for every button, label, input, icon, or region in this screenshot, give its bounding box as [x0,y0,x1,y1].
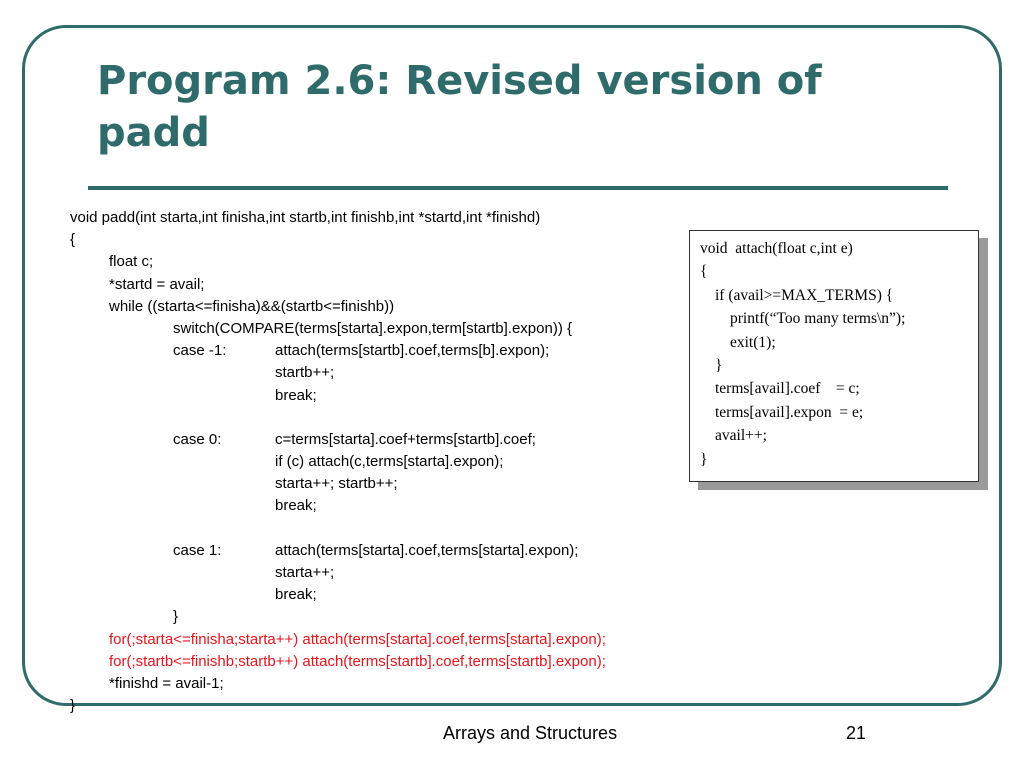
attach-text: printf(“Too many terms\n”); [730,310,906,328]
code-line [70,451,750,473]
code-text: c=terms[starta].coef+terms[startb].coef; [275,430,536,448]
code-line [70,318,750,340]
code-line [70,385,750,407]
case-label: case 1: [173,541,222,559]
case-label: case -1: [173,342,227,360]
code-text: if (c) attach(c,terms[starta].expon); [275,453,504,471]
code-line [70,495,750,517]
code-text: while ((starta<=finisha)&&(startb<=finishb)) [109,297,395,315]
code-text: starta++; startb++; [275,475,398,493]
code-text: float c; [109,253,154,271]
code-line [70,362,750,384]
code-line [70,274,750,296]
footer-topic: Arrays and Structures [443,723,618,743]
code-text: starta++; [275,564,335,581]
code-text: *finishd = avail-1; [109,674,224,692]
code-line [70,229,750,251]
code-text: break; [275,497,317,515]
code-text: attach(terms[starta].coef,terms[starta].expon); [275,541,579,559]
attach-line [690,401,978,424]
attach-line [690,284,978,307]
code-line [70,473,750,495]
attach-line [690,424,978,447]
code-text: *startd = avail; [109,275,205,293]
code-line [70,673,750,695]
code-line [70,296,750,318]
code-line [70,562,750,584]
attach-line [690,331,978,354]
code-line [70,584,750,606]
code-text-red: for(;startb<=finishb;startb++) attach(terms[startb].coef,terms[startb].expon); [109,652,606,670]
attach-text: terms[avail].coef = c; [715,380,860,398]
attach-text: if (avail>=MAX_TERMS) { [715,286,894,304]
code-blank-line [70,518,750,540]
attach-text: terms[avail].expon = e; [715,403,864,421]
code-text: } [70,697,76,715]
attach-line [690,260,978,283]
attach-function-box [689,230,979,482]
code-text: void padd(int starta,int finisha,int startb,int finishb,int *startd,int *finishd) [70,209,541,226]
attach-line [690,377,978,400]
attach-text: void attach(float c,int e) [700,240,853,257]
attach-text: { [700,263,708,281]
code-line-highlighted [70,651,750,673]
code-line [70,429,750,451]
title-underline [88,186,948,190]
code-line [70,695,750,717]
code-blank-line [70,407,750,429]
code-line [70,340,750,362]
attach-text: } [715,356,723,374]
code-text-red: for(;starta<=finisha;starta++) attach(terms[starta].coef,terms[starta].expon); [109,630,606,648]
code-text: switch(COMPARE(terms[starta].expon,term[startb].expon)) { [173,319,573,337]
code-line [70,251,750,273]
slide-title [97,55,957,159]
attach-line [690,307,978,330]
attach-text: exit(1); [730,333,776,351]
code-text: startb++; [275,364,335,382]
code-line [70,606,750,628]
slide-title-line-1: Program 2.6: Revised version of [97,58,822,104]
attach-text: } [700,450,708,468]
code-text: } [173,608,179,626]
code-text: { [70,231,76,249]
attach-line [690,237,978,260]
code-text: attach(terms[startb].coef,terms[b].expon); [275,342,550,360]
padd-code-block [70,207,750,717]
case-label: case 0: [173,430,222,448]
attach-line [690,354,978,377]
code-text: break; [275,586,317,604]
code-line [70,207,750,229]
slide-title-line-2: padd [97,110,210,156]
attach-text: avail++; [715,427,767,445]
code-line-highlighted [70,629,750,651]
code-text: break; [275,386,317,404]
slide-number: 21 [846,723,867,743]
attach-line [690,448,978,471]
code-line [70,540,750,562]
